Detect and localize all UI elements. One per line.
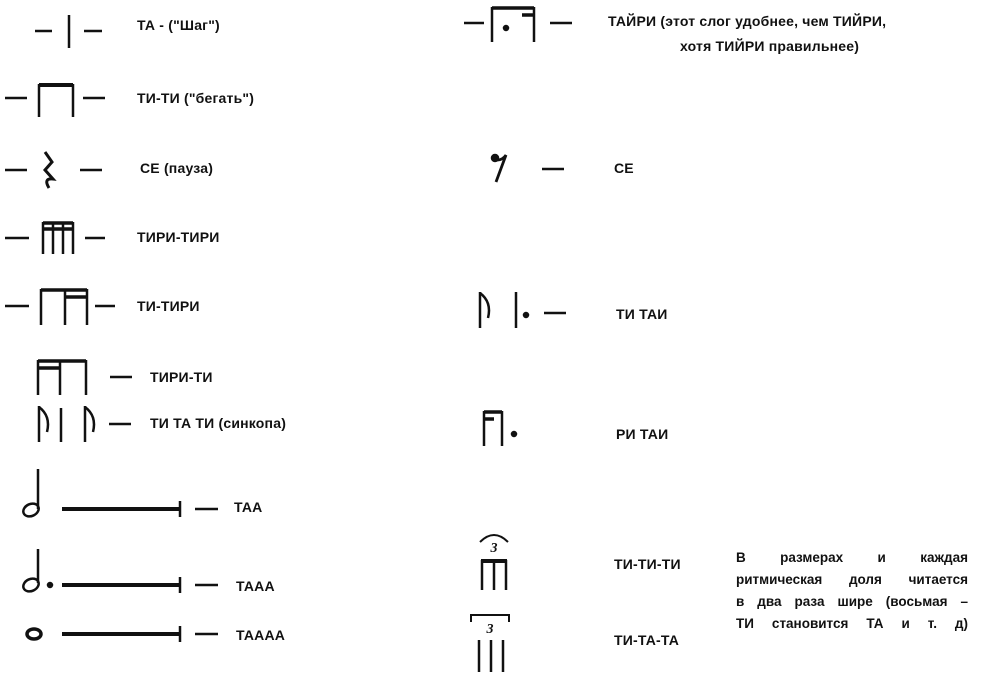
label-taa: ТАА [234, 499, 263, 515]
label-se-eighth: СЕ [614, 160, 634, 176]
triplet-bracket-icon [465, 610, 525, 675]
two-eighths-icon [5, 80, 110, 120]
label-taaa: ТААА [236, 578, 275, 594]
eighth-two-sixteenths-icon [5, 285, 120, 330]
quarter-rest-icon [5, 148, 110, 193]
explanation-line-4: ТИ становится ТА и т. д) [736, 616, 968, 631]
label-tairi-1: ТАЙРИ (этот слог удобнее, чем ТИЙРИ, [608, 13, 887, 29]
label-ti-tiri: ТИ-ТИРИ [137, 298, 200, 314]
triplet-beamed-icon [470, 530, 530, 592]
dotted-eighth-sixteenth-icon [462, 2, 582, 47]
label-se-pause: СЕ (пауза) [140, 160, 214, 176]
triplet-number-2: 3 [486, 622, 494, 637]
label-ta: ТА - ("Шаг") [137, 17, 220, 33]
eighth-dotted-quarter-icon [472, 288, 582, 333]
label-ti-ti-ti: ТИ-ТИ-ТИ [614, 556, 681, 572]
four-sixteenths-icon [5, 218, 110, 258]
label-ri-tai: РИ ТАИ [616, 426, 669, 442]
explanation-paragraph [736, 547, 968, 635]
triplet-number-1: 3 [490, 541, 498, 556]
two-sixteenths-eighth-icon [30, 355, 140, 400]
label-tiri-ti: ТИРИ-ТИ [150, 369, 213, 385]
half-note-icon [20, 465, 275, 525]
label-tiri-tiri: ТИРИ-ТИРИ [137, 229, 220, 245]
label-taaaa: ТАААА [236, 627, 286, 643]
eighth-rest-icon [482, 148, 572, 188]
explanation-line-3: в два раза шире (восьмая – [736, 594, 968, 609]
label-ti-ta-ta: ТИ-ТА-ТА [614, 632, 680, 648]
sixteenth-dotted-eighth-icon [472, 406, 542, 451]
label-tairi-2: хотя ТИЙРИ правильнее) [680, 38, 860, 54]
explanation-line-1: В размерах и каждая [736, 550, 968, 565]
label-titi: ТИ-ТИ ("бегать") [137, 90, 255, 106]
dotted-half-note-icon [20, 545, 275, 605]
label-syncopation: ТИ ТА ТИ (синкопа) [150, 415, 287, 431]
explanation-line-2: ритмическая доля читается [736, 572, 968, 587]
label-ti-tai: ТИ ТАИ [616, 306, 668, 322]
quarter-note-icon [30, 10, 110, 50]
syncopation-icon [33, 402, 143, 447]
